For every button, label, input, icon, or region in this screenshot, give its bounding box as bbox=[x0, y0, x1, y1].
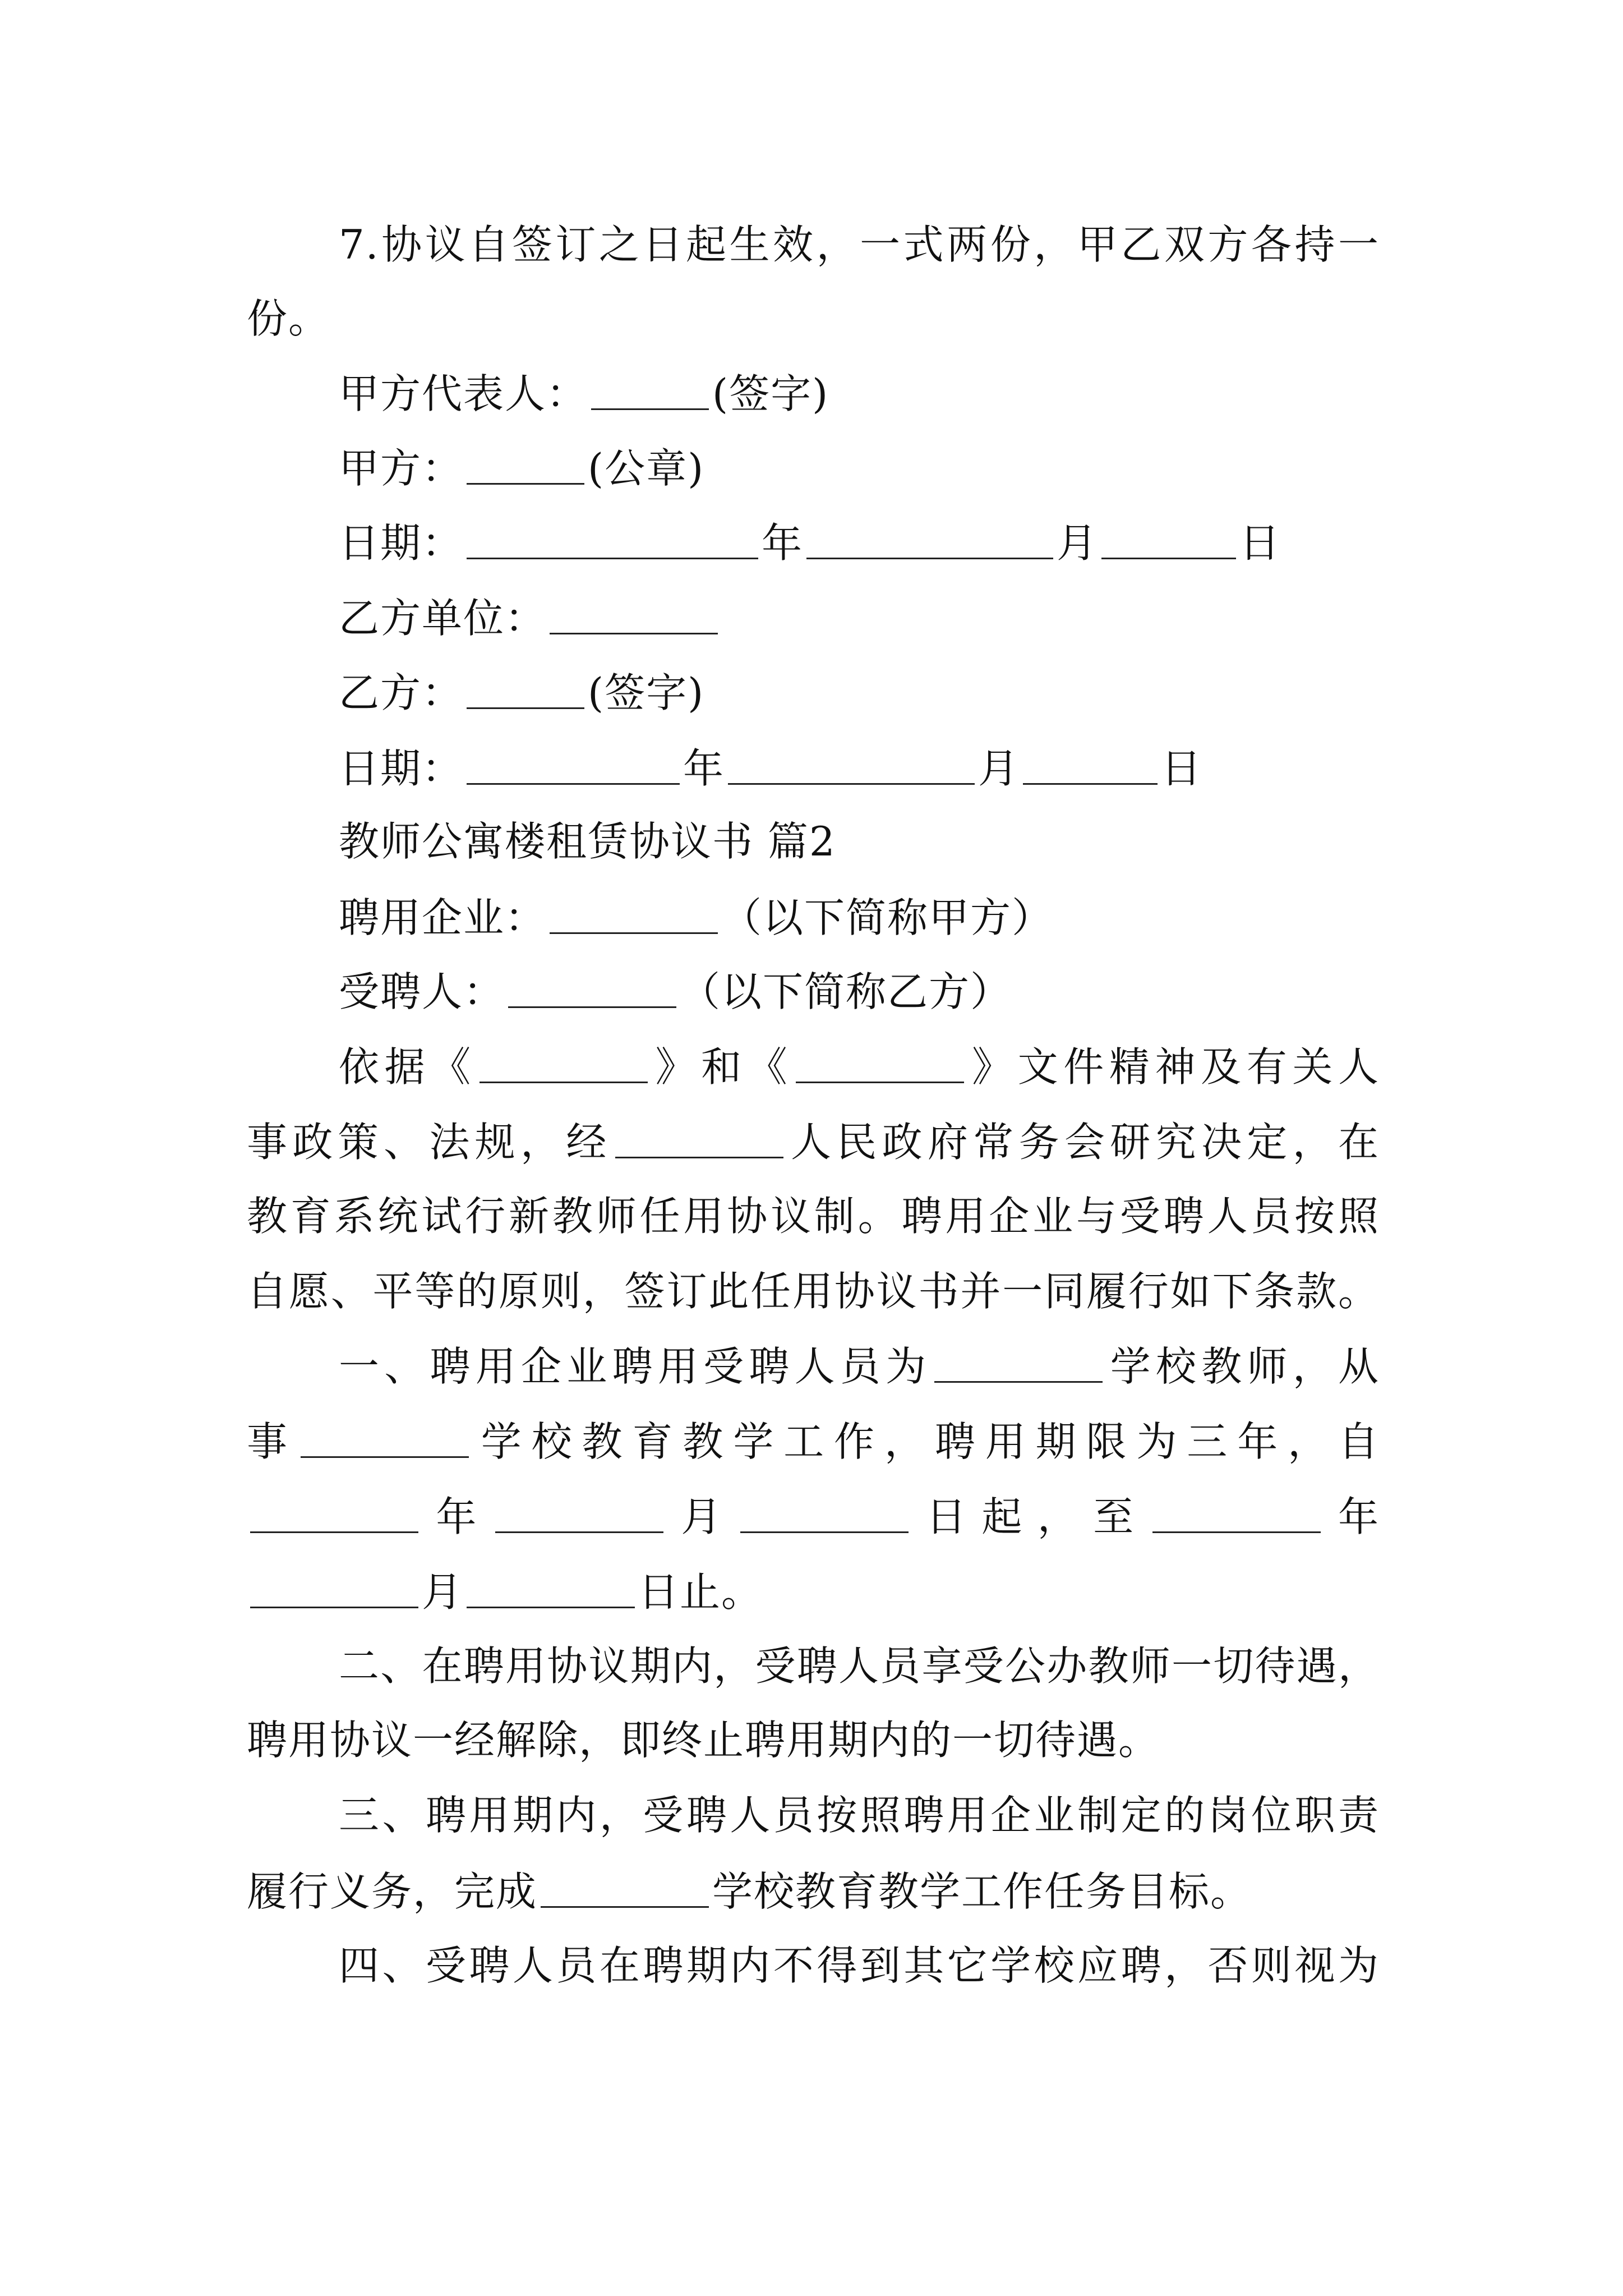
school-blank-1 bbox=[934, 1345, 1103, 1383]
end-year-label: 年 bbox=[1324, 1493, 1380, 1540]
start-month-label: 月 bbox=[666, 1493, 737, 1540]
clause-4-start: 四、受聘人员在聘期内不得到其它学校应聘，否则视为 bbox=[339, 1942, 1380, 1989]
policy-start: 事政策、法规，经 bbox=[247, 1119, 612, 1166]
seal-note: (公章) bbox=[588, 445, 705, 492]
year-label-a: 年 bbox=[762, 519, 804, 567]
employee-blank bbox=[508, 970, 676, 1008]
clause-1-line-2 bbox=[247, 1418, 1380, 1465]
employee-note: （以下简称乙方） bbox=[680, 968, 1012, 1015]
clause-1-line-3 bbox=[247, 1493, 1380, 1540]
party-b-unit-line bbox=[339, 595, 721, 642]
party-a-representative-blank bbox=[591, 372, 709, 410]
clause-3-line-1 bbox=[339, 1792, 1380, 1839]
clause-1-start: 一、聘用企业聘用受聘人员为 bbox=[339, 1343, 932, 1390]
text-line-2 bbox=[247, 295, 330, 342]
end-day-text: 日止。 bbox=[638, 1568, 763, 1616]
clause-1-teacher: 学校教师，从 bbox=[1106, 1343, 1380, 1390]
education-system-text: 教育系统试行新教师任用协议制。聘用企业与受聘人员按照 bbox=[247, 1193, 1380, 1240]
clause-1-line-1 bbox=[339, 1343, 1380, 1390]
date-year-blank-b bbox=[467, 747, 680, 785]
start-year-blank bbox=[250, 1496, 418, 1533]
basis-line-2 bbox=[247, 1119, 1380, 1166]
clause-3-start: 三、聘用期内，受聘人员按照聘用企业制定的岗位职责 bbox=[339, 1792, 1380, 1839]
employee-label: 受聘人： bbox=[339, 968, 505, 1015]
end-month-label: 月 bbox=[422, 1568, 464, 1616]
day-label-b: 日 bbox=[1161, 745, 1203, 792]
party-b-blank bbox=[467, 671, 584, 709]
party-a-line bbox=[339, 445, 705, 492]
clause-2-start: 二、在聘用协议期内，受聘人员享受公办教师一切待遇， bbox=[339, 1642, 1380, 1690]
employee-line bbox=[339, 968, 1012, 1015]
end-month-blank bbox=[250, 1571, 418, 1608]
date-month-blank-b bbox=[728, 747, 975, 785]
party-b-unit-blank bbox=[550, 597, 718, 634]
clause-7-start: 7.协议自签订之日起生效，一式两份，甲乙双方各持一 bbox=[339, 221, 1380, 268]
clause-3-end: 学校教育教学工作任务目标。 bbox=[712, 1868, 1252, 1915]
date-line-b bbox=[339, 745, 1203, 792]
start-year-label: 年 bbox=[422, 1493, 492, 1540]
start-day-text: 日起，至 bbox=[911, 1493, 1149, 1540]
end-year-blank bbox=[1152, 1496, 1321, 1533]
clause-4-line-1 bbox=[339, 1942, 1380, 1989]
document-name-blank-1 bbox=[479, 1046, 648, 1083]
year-label-b: 年 bbox=[683, 745, 725, 792]
signature-note: (签字) bbox=[712, 370, 829, 417]
clause-7-end: 份。 bbox=[247, 295, 330, 342]
basis-end: 》文件精神及有关人 bbox=[967, 1043, 1380, 1091]
school-blank-2 bbox=[301, 1420, 469, 1458]
section-title: 教师公寓楼租赁协议书 篇2 bbox=[339, 818, 836, 865]
clause-2-end: 聘用协议一经解除，即终止聘用期内的一切待遇。 bbox=[247, 1717, 1160, 1764]
clause-2-line-1 bbox=[339, 1642, 1380, 1690]
party-a-label: 甲方： bbox=[339, 445, 464, 492]
basis-line-3 bbox=[247, 1193, 1380, 1240]
date-label-b: 日期： bbox=[339, 745, 464, 792]
clause-3-prefix: 履行义务，完成 bbox=[247, 1868, 538, 1915]
date-day-blank-a bbox=[1101, 522, 1236, 559]
month-label-a: 月 bbox=[1057, 519, 1099, 567]
party-a-representative-line bbox=[339, 370, 829, 417]
party-a-blank bbox=[467, 447, 584, 485]
start-month-blank bbox=[495, 1496, 663, 1533]
principle-text: 自愿、平等的原则，签订此任用协议书并一同履行如下条款。 bbox=[247, 1268, 1380, 1315]
party-a-representative-label: 甲方代表人： bbox=[339, 370, 588, 417]
party-b-unit-label: 乙方单位： bbox=[339, 595, 547, 642]
month-label-b: 月 bbox=[978, 745, 1020, 792]
employer-label: 聘用企业： bbox=[339, 894, 547, 941]
policy-end: 人民政府常务会研究决定，在 bbox=[786, 1119, 1380, 1166]
clause-1-work-prefix: 事 bbox=[247, 1418, 297, 1465]
party-b-label: 乙方： bbox=[339, 669, 464, 716]
clause-3-line-2 bbox=[247, 1868, 1252, 1915]
basis-middle: 》和《 bbox=[651, 1043, 793, 1091]
text-line-1 bbox=[339, 221, 1380, 268]
employer-blank bbox=[550, 896, 718, 934]
basis-line-4 bbox=[247, 1268, 1380, 1315]
date-day-blank-b bbox=[1023, 747, 1158, 785]
employer-line bbox=[339, 894, 1054, 941]
date-year-blank-a bbox=[467, 522, 758, 559]
clause-1-line-4 bbox=[247, 1568, 763, 1616]
basis-line-1 bbox=[339, 1043, 1380, 1091]
school-blank-3 bbox=[541, 1870, 709, 1908]
date-line-a bbox=[339, 519, 1281, 567]
signature-note-b: (签字) bbox=[588, 669, 705, 716]
date-label-a: 日期： bbox=[339, 519, 464, 567]
government-blank bbox=[615, 1121, 783, 1158]
employer-note: （以下简称甲方） bbox=[721, 894, 1054, 941]
day-label-a: 日 bbox=[1239, 519, 1281, 567]
clause-1-work-text: 学校教育教学工作，聘用期限为三年，自 bbox=[472, 1418, 1380, 1465]
document-name-blank-2 bbox=[796, 1046, 964, 1083]
end-day-blank bbox=[467, 1571, 635, 1608]
party-b-line bbox=[339, 669, 705, 716]
date-month-blank-a bbox=[806, 522, 1053, 559]
section-title-line bbox=[339, 818, 836, 865]
start-day-blank bbox=[740, 1496, 909, 1533]
clause-2-line-2 bbox=[247, 1717, 1160, 1764]
basis-start: 依据《 bbox=[339, 1043, 476, 1091]
